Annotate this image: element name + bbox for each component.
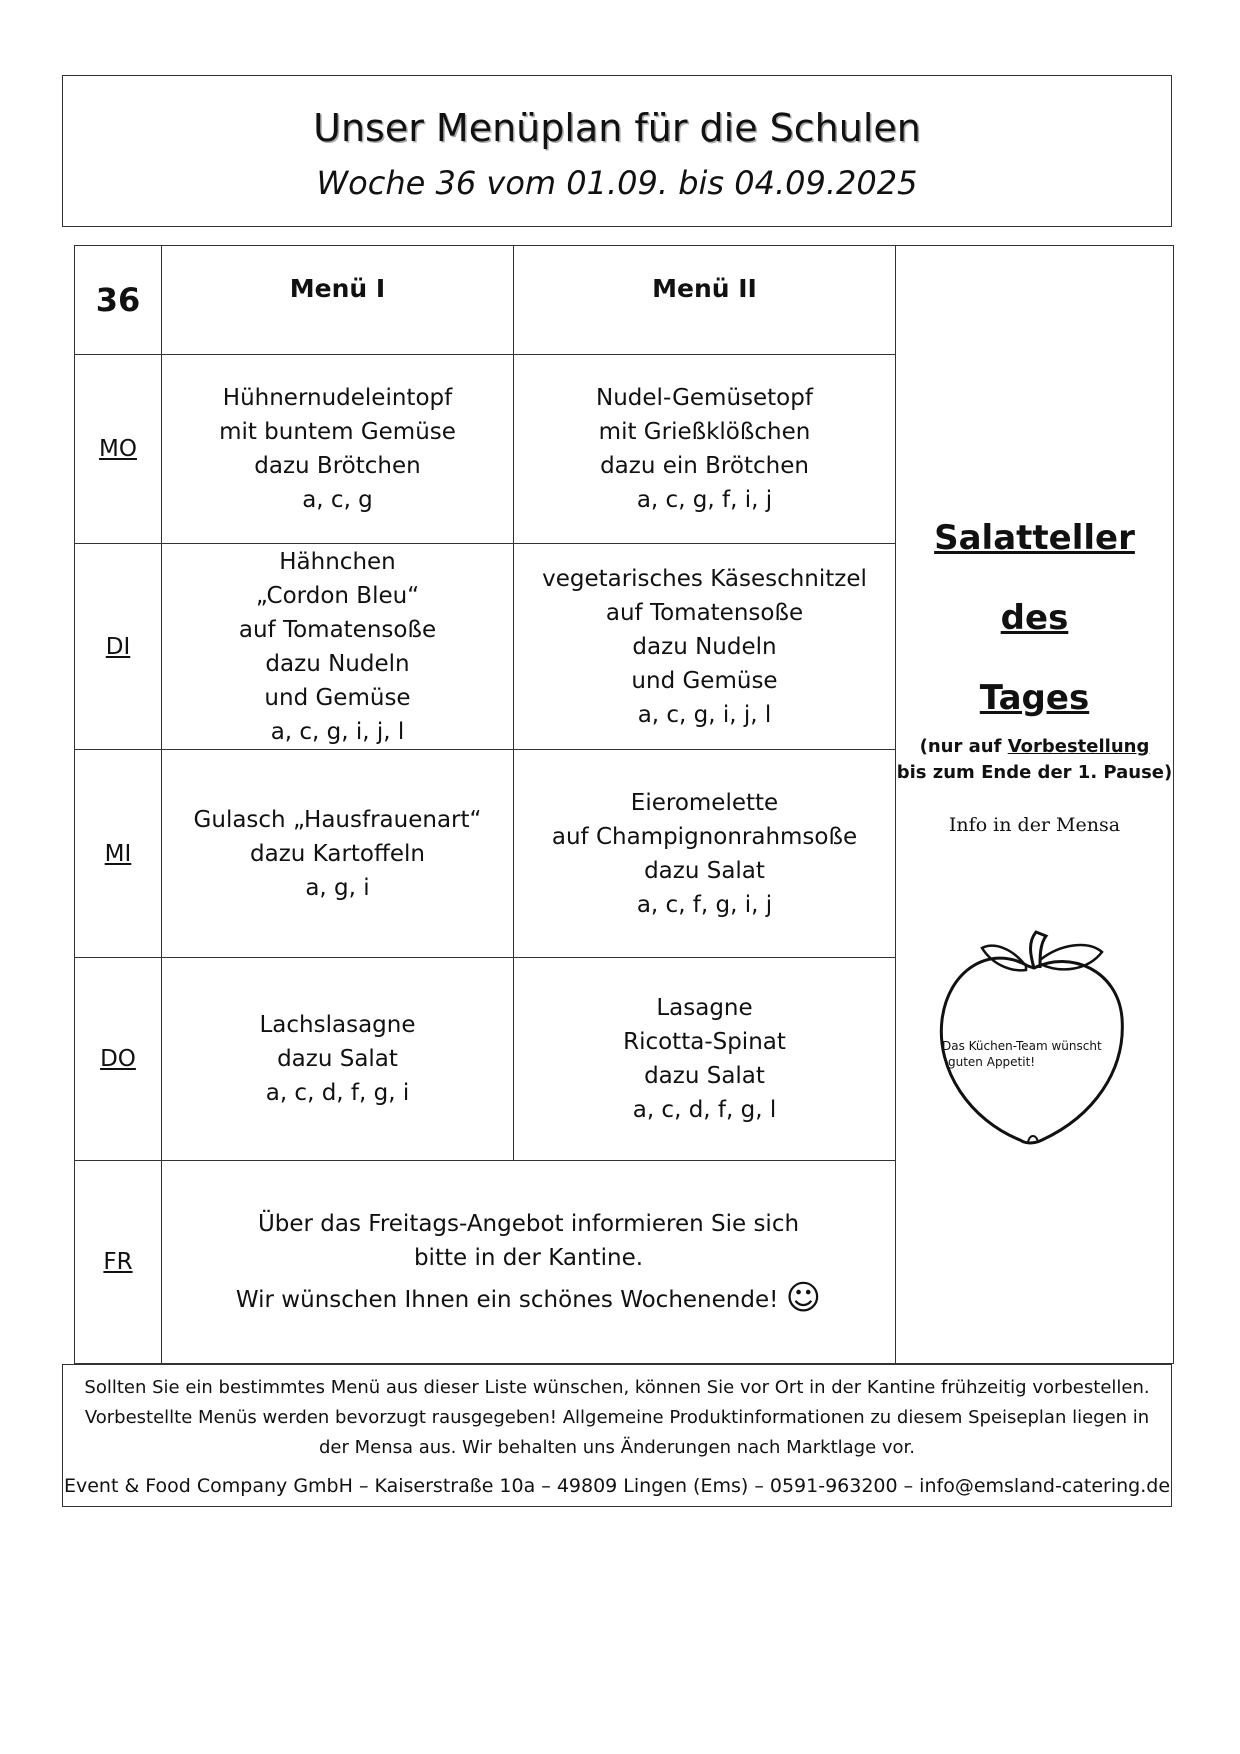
- mo-menu1: Hühnernudeleintopf mit buntem Gemüse dazu Brötchen a, c, g: [162, 355, 514, 544]
- mi-menu2: Eieromelette auf Champignonrahmsoße dazu Salat a, c, f, g, i, j: [514, 750, 896, 958]
- do-menu1: Lachslasagne dazu Salat a, c, d, f, g, i: [162, 958, 514, 1161]
- friday-message: [162, 1161, 896, 1364]
- salad-title-line1: Salatteller: [934, 518, 1135, 558]
- menu-table: [74, 245, 1174, 1364]
- footer-notice: Sollten Sie ein bestimmtes Menü aus dieser Liste wünschen, können Sie vor Ort in der Kantine frühzeitig vorbestellen. Vorbestellte Menüs werden bevorzugt rausgegeben! Allgemeine Produktinformationen zu diesem Speiseplan liegen in der Mensa aus. Wir behalten uns Änderungen nach Marktlage vor.: [84, 1377, 1150, 1458]
- apple-text-line2: guten Appetit!: [947, 1055, 1035, 1069]
- day-label-fr: FR: [75, 1161, 162, 1364]
- apple-text-line1: Das Küchen-Team wünscht: [941, 1039, 1102, 1053]
- friday-line1: Über das Freitags-Angebot informieren Sie sich: [257, 1211, 800, 1237]
- page-title: Unser Menüplan für die Schulen: [313, 106, 921, 150]
- do-menu2: Lasagne Ricotta-Spinat dazu Salat a, c, d, f, g, l: [514, 958, 896, 1161]
- friday-line3: Wir wünschen Ihnen ein schönes Wochenende!: [235, 1287, 779, 1313]
- day-label-do: DO: [75, 958, 162, 1161]
- page-subtitle: Woche 36 vom 01.09. bis 04.09.2025: [316, 164, 918, 202]
- day-label-mo: MO: [75, 355, 162, 544]
- mi-menu1: Gulasch „Hausfrauenart“ dazu Kartoffeln a, g, i: [162, 750, 514, 958]
- di-menu1: Hähnchen „Cordon Bleu“ auf Tomatensoße dazu Nudeln und Gemüse a, c, g, i, j, l: [162, 544, 514, 750]
- salad-title-line2: des: [1000, 598, 1069, 638]
- apple-illustration: [930, 930, 1140, 1160]
- salad-note-line2: bis zum Ende der 1. Pause): [896, 762, 1173, 783]
- day-label-mi: MI: [75, 750, 162, 958]
- week-number: 36: [75, 246, 162, 355]
- menu1-header: Menü I: [162, 246, 514, 355]
- header-box: [62, 75, 1172, 227]
- mo-menu2: Nudel-Gemüsetopf mit Grießklößchen dazu ein Brötchen a, c, g, f, i, j: [514, 355, 896, 544]
- footer-contact: Event & Food Company GmbH – Kaiserstraße 10a – 49809 Lingen (Ems) – 0591-963200 – info@emsland-catering.de: [63, 1475, 1171, 1497]
- footer-box: [62, 1364, 1172, 1507]
- salad-info: Info in der Mensa: [948, 814, 1121, 836]
- friday-line3-wrap: [162, 1278, 895, 1318]
- salad-note-line1: (nur auf Vorbestellung: [919, 736, 1150, 757]
- smiley-icon: ☺: [785, 1278, 822, 1318]
- friday-line2: bitte in der Kantine.: [413, 1245, 644, 1271]
- salad-column: [896, 246, 1174, 1364]
- day-label-di: DI: [75, 544, 162, 750]
- di-menu2: vegetarisches Käseschnitzel auf Tomatensoße dazu Nudeln und Gemüse a, c, g, i, j, l: [514, 544, 896, 750]
- menu2-header: Menü II: [514, 246, 896, 355]
- salad-title-line3: Tages: [979, 678, 1090, 718]
- table-header-row: [75, 246, 1174, 355]
